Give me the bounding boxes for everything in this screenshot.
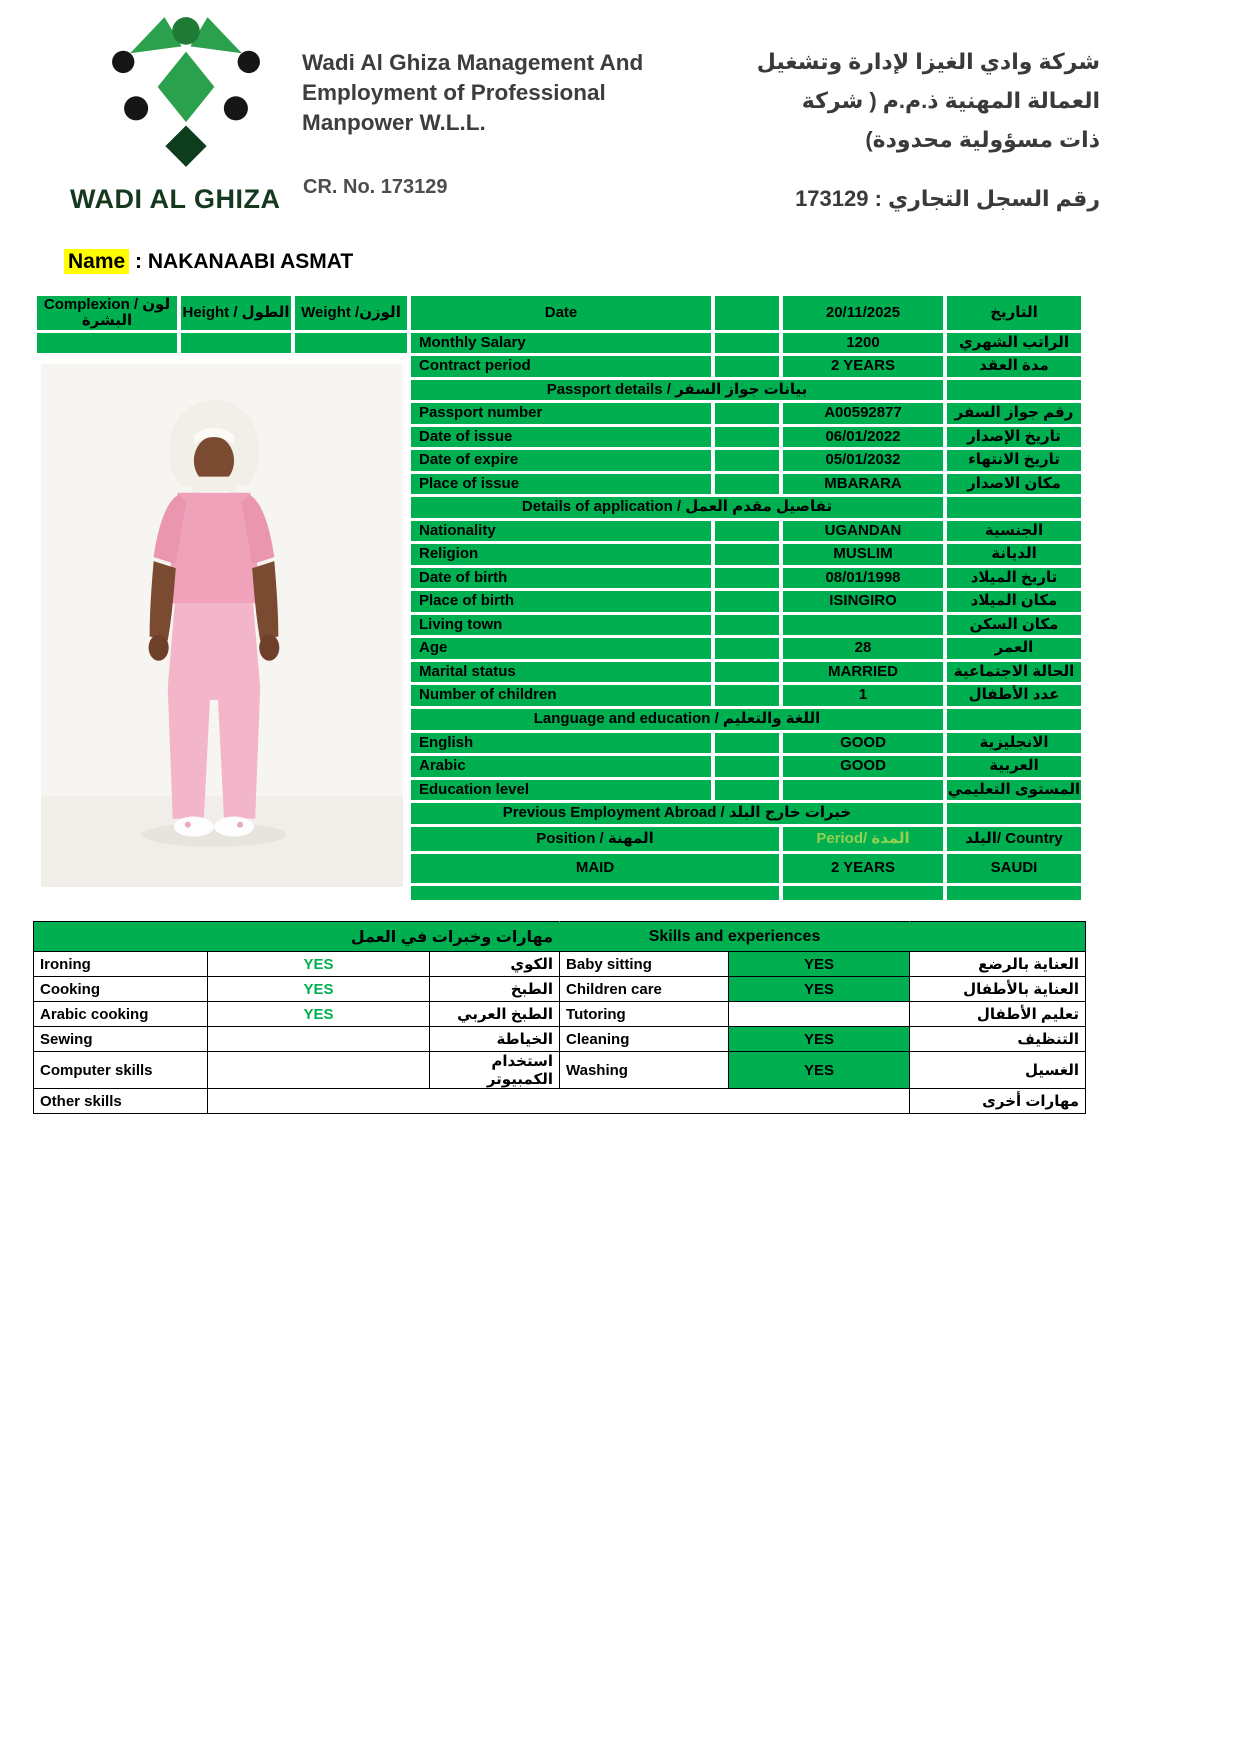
number-of-children-label: Number of children [411,685,711,706]
weight-header: Weight /الوزن [295,296,407,330]
skill-label-ar: العناية بالرضع [910,952,1086,977]
place-of-birth-label-ar: مكان الميلاد [947,591,1081,612]
skill-value: YES [729,952,910,977]
row-monthly-salary [37,333,1081,353]
employment-period-value: 2 YEARS [783,854,943,883]
spacer-cell [715,615,779,636]
passport-number-label: Passport number [411,403,711,424]
skills-title-en: Skills and experiences [560,922,910,952]
applicant-photo [41,360,403,891]
abstract-person-logo-icon [100,8,272,176]
skill-label: Washing [560,1052,729,1089]
spacer-cell [715,427,779,448]
skill-label: Cleaning [560,1027,729,1052]
date-of-issue-label: Date of issue [411,427,711,448]
skill-value: YES [729,977,910,1002]
applicant-details-table [33,293,1085,903]
spacer-cell [715,568,779,589]
arabic-value: GOOD [783,756,943,777]
complexion-value [37,333,177,353]
other-skills-label: Other skills [34,1089,208,1114]
spacer-cell [947,803,1081,824]
company-name-ar: شركة وادي الغيزا لإدارة وتشغيل العمالة المهنية ذ.م.م ( شركة ذات مسؤولية محدودة) [756,49,1100,152]
education-level-value [783,780,943,801]
skill-label: Arabic cooking [34,1002,208,1027]
company-name-en-line3: Manpower W.L.L. [302,110,486,135]
skill-label-ar: الطبخ [430,977,560,1002]
date-label: Date [411,296,711,330]
skill-value: YES [208,977,430,1002]
date-of-issue-value: 06/01/2022 [783,427,943,448]
arabic-label: Arabic [411,756,711,777]
arabic-label-ar: العربية [947,756,1081,777]
skill-label-ar: الخياطة [430,1027,560,1052]
skill-row [34,977,1086,1002]
passport-section-header: Passport details / بيانات جواز السفر [411,380,943,401]
skill-label: Sewing [34,1027,208,1052]
place-of-issue-label: Place of issue [411,474,711,495]
skill-value [729,1002,910,1027]
skill-row [34,1027,1086,1052]
skill-row [34,1002,1086,1027]
number-of-children-label-ar: عدد الأطفال [947,685,1081,706]
spacer-cell [715,733,779,754]
place-of-issue-label-ar: مكان الاصدار [947,474,1081,495]
skill-label-ar: الغسيل [910,1052,1086,1089]
skill-label: Cooking [34,977,208,1002]
spacer-cell [947,497,1081,518]
number-of-children-value: 1 [783,685,943,706]
contract-period-label-ar: مدة العقد [947,356,1081,377]
spacer-cell [715,356,779,377]
company-name-en-line2: Employment of Professional [302,80,606,105]
spacer-cell [715,685,779,706]
place-of-birth-value: ISINGIRO [783,591,943,612]
spacer-cell [715,544,779,565]
spacer-cell [715,662,779,683]
weight-value [295,333,407,353]
country-column-header: Country /البلد [947,827,1081,852]
spacer-cell [715,333,779,353]
english-label-ar: الانجليزية [947,733,1081,754]
spacer-cell [715,780,779,801]
skill-value: YES [729,1052,910,1089]
skills-table [33,921,1086,1114]
religion-label-ar: الديانة [947,544,1081,565]
application-section-header: Details of application / تفاصيل مقدم العمل [411,497,943,518]
marital-status-label: Marital status [411,662,711,683]
cr-number-ar: رقم السجل التجاري : 173129 [795,186,1100,211]
living-town-label: Living town [411,615,711,636]
skill-label-ar: التنظيف [910,1027,1086,1052]
empty-cell [947,886,1081,899]
date-of-expire-label-ar: تاريخ الانتهاء [947,450,1081,471]
skill-label-ar: الكوي [430,952,560,977]
skill-label: Computer skills [34,1052,208,1089]
other-skills-value [208,1089,910,1114]
date-label-ar: التاريخ [947,296,1081,330]
marital-status-label-ar: الحالة الاجتماعية [947,662,1081,683]
skill-label-ar: تعليم الأطفال [910,1002,1086,1027]
nationality-label: Nationality [411,521,711,542]
skill-value [208,1027,430,1052]
spacer-cell [715,591,779,612]
date-of-issue-label-ar: تاريخ الإصدار [947,427,1081,448]
skill-label: Tutoring [560,1002,729,1027]
employment-position-value: MAID [411,854,779,883]
spacer-cell [715,521,779,542]
company-name-en [302,48,643,138]
skill-label-ar: استخدام الكمبيوتر [430,1052,560,1089]
marital-status-value: MARRIED [783,662,943,683]
skills-header-row [34,922,1086,952]
period-column-header: Period/ المدة [783,827,943,852]
spacer-cell [947,380,1081,401]
religion-label: Religion [411,544,711,565]
religion-value: MUSLIM [783,544,943,565]
education-level-label: Education level [411,780,711,801]
company-logo-icon [100,8,272,176]
empty-cell [910,922,1086,952]
spacer-cell [715,450,779,471]
applicant-name: : NAKANAABI ASMAT [135,250,354,273]
age-value: 28 [783,638,943,659]
place-of-birth-label: Place of birth [411,591,711,612]
name-label: Name [64,249,129,274]
spacer-cell [715,638,779,659]
position-column-header: Position / المهنة [411,827,779,852]
skill-row [34,1052,1086,1089]
spacer-cell [715,474,779,495]
passport-number-label-ar: رقم جواز السفر [947,403,1081,424]
date-of-birth-label: Date of birth [411,568,711,589]
date-of-expire-label: Date of expire [411,450,711,471]
spacer-cell [715,403,779,424]
date-of-expire-value: 05/01/2032 [783,450,943,471]
logo-wordmark: WADI AL GHIZA [70,184,281,214]
spacer-cell [715,756,779,777]
skill-value: YES [208,952,430,977]
skill-value: YES [208,1002,430,1027]
applicant-name-line [64,250,353,274]
skill-label-ar: العناية بالأطفال [910,977,1086,1002]
living-town-label-ar: مكان السكن [947,615,1081,636]
date-of-birth-value: 08/01/1998 [783,568,943,589]
skill-value: YES [729,1027,910,1052]
monthly-salary-value: 1200 [783,333,943,353]
nationality-value: UGANDAN [783,521,943,542]
monthly-salary-label-ar: الراتب الشهري [947,333,1081,353]
height-header: Height / الطول [181,296,291,330]
skill-label: Baby sitting [560,952,729,977]
skill-row [34,952,1086,977]
contract-period-value: 2 YEARS [783,356,943,377]
employment-section-header: Previous Employment Abroad / خبرات خارج البلد [411,803,943,824]
monthly-salary-label: Monthly Salary [411,333,711,353]
date-of-birth-label-ar: تاريخ الميلاد [947,568,1081,589]
row-bio-and-date [37,296,1081,330]
language-section-header: Language and education / اللغة والتعليم [411,709,943,730]
age-label: Age [411,638,711,659]
skill-label: Ironing [34,952,208,977]
height-value [181,333,291,353]
empty-cell [783,886,943,899]
complexion-header: Complexion / لون البشرة [37,296,177,330]
applicant-photo-cell [37,356,407,900]
date-value: 20/11/2025 [783,296,943,330]
passport-number-value: A00592877 [783,403,943,424]
contract-period-label: Contract period [411,356,711,377]
skill-label-ar: الطبخ العربي [430,1002,560,1027]
company-name-en-line1: Wadi Al Ghiza Management And [302,50,644,75]
cr-number-en: CR. No. 173129 [303,176,448,198]
english-value: GOOD [783,733,943,754]
employment-country-value: SAUDI [947,854,1081,883]
skill-label: Children care [560,977,729,1002]
living-town-value [783,615,943,636]
empty-cell [411,886,779,899]
other-skills-row [34,1089,1086,1114]
row-contract-period [37,356,1081,377]
other-skills-label-ar: مهارات أخرى [910,1089,1086,1114]
education-level-label-ar: المستوى التعليمي [947,780,1081,801]
spacer-cell [947,709,1081,730]
skill-value [208,1052,430,1089]
place-of-issue-value: MBARARA [783,474,943,495]
nationality-label-ar: الجنسية [947,521,1081,542]
spacer-cell [715,296,779,330]
english-label: English [411,733,711,754]
age-label-ar: العمر [947,638,1081,659]
skills-title-ar: مهارات وخبرات في العمل [34,922,560,952]
